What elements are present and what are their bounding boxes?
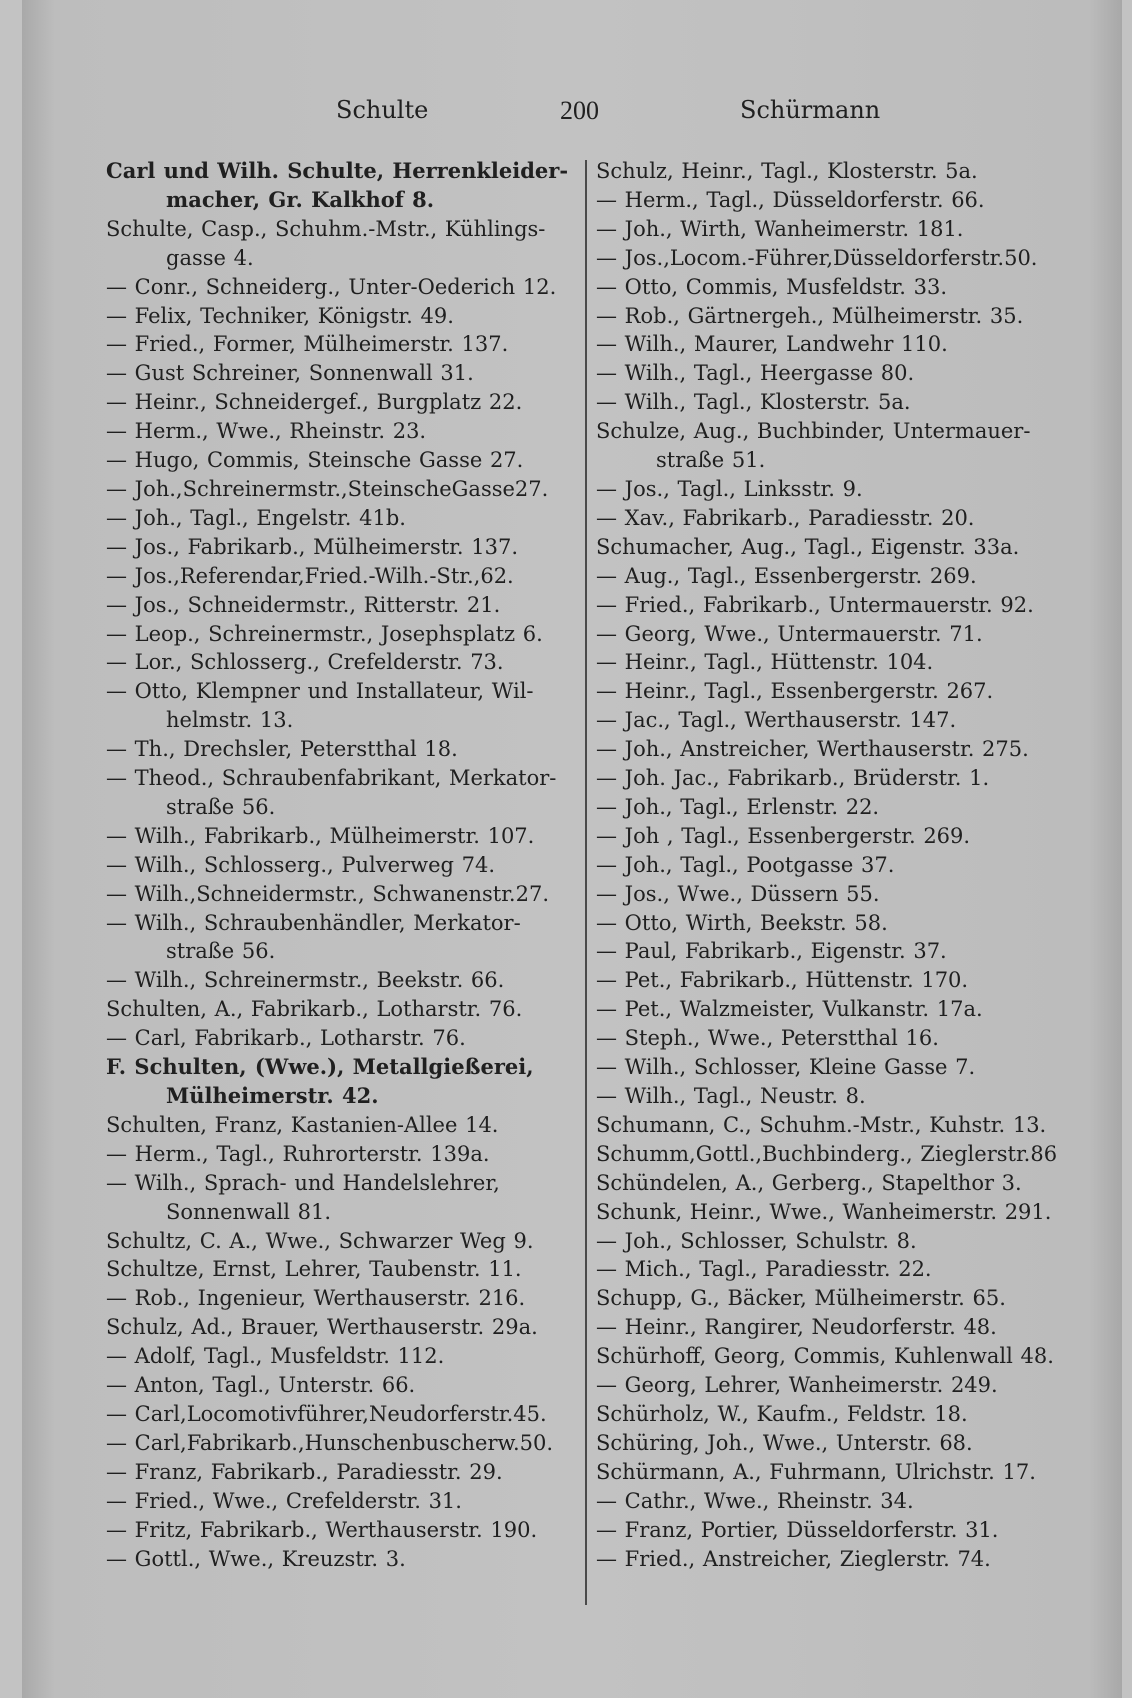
directory-entry: — Herm., Tagl., Düsseldorferstr. 66. (596, 187, 985, 212)
directory-entry: — Gottl., Wwe., Kreuzstr. 3. (106, 1546, 406, 1571)
directory-entry: — Heinr., Tagl., Hüttenstr. 104. (596, 650, 934, 675)
directory-entry: — Mich., Tagl., Paradiesstr. 22. (596, 1257, 932, 1282)
directory-entry: — Fried., Fabrikarb., Untermauerstr. 92. (596, 592, 1034, 617)
directory-entry: — Adolf, Tagl., Musfeldstr. 112. (106, 1344, 445, 1369)
directory-entry: — Fritz, Fabrikarb., Werthauserstr. 190. (106, 1517, 538, 1542)
directory-entry: Schulze, Aug., Buchbinder, Untermauer-straße 51. (596, 419, 1031, 473)
directory-entry: — Fried., Wwe., Crefelderstr. 31. (106, 1488, 462, 1513)
right-column (596, 157, 1066, 1573)
directory-entry: — Jos., Schneidermstr., Ritterstr. 21. (106, 592, 501, 617)
directory-entry: — Felix, Techniker, Königstr. 49. (106, 303, 454, 328)
column-divider (585, 160, 587, 1605)
directory-entry: — Joh., Tagl., Pootgasse 37. (596, 852, 895, 877)
directory-entry: — Paul, Fabrikarb., Eigenstr. 37. (596, 939, 947, 964)
directory-entry: — Rob., Gärtnergeh., Mülheimerstr. 35. (596, 303, 1024, 328)
directory-entry: — Jos.,Locom.-Führer,Düsseldorferstr.50. (596, 245, 1038, 270)
directory-entry: — Steph., Wwe., Peterstthal 16. (596, 1026, 939, 1051)
directory-entry: — Jac., Tagl., Werthauserstr. 147. (596, 708, 957, 733)
directory-entry: Schürmann, A., Fuhrmann, Ulrichstr. 17. (596, 1459, 1036, 1484)
directory-entry: — Wilh., Tagl., Neustr. 8. (596, 1084, 866, 1108)
directory-entry: — Joh., Wirth, Wanheimerstr. 181. (596, 216, 964, 241)
directory-entry: Schumann, C., Schuhm.-Mstr., Kuhstr. 13. (596, 1112, 1047, 1137)
directory-entry: Schulten, A., Fabrikarb., Lotharstr. 76. (106, 997, 523, 1022)
directory-entry: Schüring, Joh., Wwe., Unterstr. 68. (596, 1430, 973, 1455)
directory-entry: Schürholz, W., Kaufm., Feldstr. 18. (596, 1401, 968, 1426)
directory-entry: Schündelen, A., Gerberg., Stapelthor 3. (596, 1170, 1022, 1195)
directory-entry: Schultze, Ernst, Lehrer, Taubenstr. 11. (106, 1257, 522, 1282)
directory-entry: — Joh.,Schreinermstr.,SteinscheGasse27. (106, 476, 549, 501)
directory-entry: — Heinr., Rangirer, Neudorferstr. 48. (596, 1315, 997, 1340)
directory-entry: — Wilh., Maurer, Landwehr 110. (596, 332, 948, 357)
directory-entry: — Fried., Anstreicher, Zieglerstr. 74. (596, 1546, 991, 1571)
directory-entry: — Wilh.,Schneidermstr., Schwanenstr.27. (106, 881, 549, 906)
directory-entry: — Jos., Tagl., Linksstr. 9. (596, 476, 863, 501)
directory-entry: — Xav., Fabrikarb., Paradiesstr. 20. (596, 505, 975, 530)
directory-entry: — Theod., Schraubenfabrikant, Merkator-straße 56. (106, 766, 557, 819)
directory-entry: — Franz, Portier, Düsseldorferstr. 31. (596, 1517, 999, 1542)
directory-entry: — Otto, Commis, Musfeldstr. 33. (596, 274, 948, 299)
directory-entry: — Jos., Wwe., Düssern 55. (596, 881, 880, 906)
directory-entry: — Cathr., Wwe., Rheinstr. 34. (596, 1488, 914, 1513)
directory-entry: — Joh., Tagl., Erlenstr. 22. (596, 794, 880, 819)
directory-entry: — Carl,Locomotivführer,Neudorferstr.45. (106, 1401, 547, 1426)
directory-entry: — Th., Drechsler, Peterstthal 18. (106, 737, 458, 762)
directory-entry: — Jos., Fabrikarb., Mülheimerstr. 137. (106, 534, 519, 559)
directory-entry: — Fried., Former, Mülheimerstr. 137. (106, 332, 509, 357)
directory-entry: — Wilh., Tagl., Klosterstr. 5a. (596, 390, 911, 415)
directory-entry: — Otto, Wirth, Beekstr. 58. (596, 910, 888, 935)
directory-entry: — Wilh., Schlosserg., Pulverweg 74. (106, 852, 496, 877)
directory-entry: Schulz, Ad., Brauer, Werthauserstr. 29a. (106, 1315, 538, 1340)
directory-entry: — Joh., Schlosser, Schulstr. 8. (596, 1228, 917, 1253)
directory-entry: — Carl, Fabrikarb., Lotharstr. 76. (106, 1026, 466, 1051)
directory-entry: — Georg, Wwe., Untermauerstr. 71. (596, 621, 983, 646)
directory-entry: — Wilh., Schlosser, Kleine Gasse 7. (596, 1055, 976, 1080)
directory-entry: — Heinr., Tagl., Essenbergerstr. 267. (596, 679, 994, 704)
running-head-left: Schulte (336, 96, 429, 124)
directory-entry: Schumacher, Aug., Tagl., Eigenstr. 33a. (596, 534, 1020, 559)
directory-entry: F. Schulten, (Wwe.), Metallgießerei, Mülheimerstr. 42. (106, 1054, 534, 1108)
directory-entry: — Joh. Jac., Fabrikarb., Brüderstr. 1. (596, 766, 990, 791)
directory-entry: — Wilh., Schreinermstr., Beekstr. 66. (106, 968, 505, 993)
directory-entry: — Jos.,Referendar,Fried.-Wilh.-Str.,62. (106, 563, 514, 588)
directory-entry: — Pet., Fabrikarb., Hüttenstr. 170. (596, 968, 969, 993)
directory-entry: — Wilh., Tagl., Heergasse 80. (596, 361, 915, 386)
directory-entry: Schulz, Heinr., Tagl., Klosterstr. 5a. (596, 159, 978, 183)
directory-entry: — Carl,Fabrikarb.,Hunschenbuscherw.50. (106, 1430, 554, 1455)
directory-entry: — Hugo, Commis, Steinsche Gasse 27. (106, 448, 524, 473)
directory-entry: — Lor., Schlosserg., Crefelderstr. 73. (106, 650, 504, 675)
directory-entry: — Heinr., Schneidergef., Burgplatz 22. (106, 390, 523, 415)
page-number: 200 (560, 96, 599, 125)
directory-entry: — Herm., Tagl., Ruhrorterstr. 139a. (106, 1141, 490, 1166)
directory-entry: Schunk, Heinr., Wwe., Wanheimerstr. 291. (596, 1199, 1052, 1224)
directory-entry: — Conr., Schneiderg., Unter-Oederich 12. (106, 274, 557, 299)
directory-entry: Schumm,Gottl.,Buchbinderg., Zieglerstr.86 (596, 1141, 1058, 1166)
left-column (106, 157, 572, 1573)
directory-entry: — Pet., Walzmeister, Vulkanstr. 17a. (596, 997, 983, 1022)
directory-entry: — Georg, Lehrer, Wanheimerstr. 249. (596, 1373, 998, 1398)
directory-entry: Carl und Wilh. Schulte, Herrenkleider-macher, Gr. Kalkhof 8. (106, 158, 569, 212)
directory-entry: — Otto, Klempner und Installateur, Wil-helmstr. 13. (106, 679, 534, 733)
directory-entry: Schupp, G., Bäcker, Mülheimerstr. 65. (596, 1286, 1006, 1311)
directory-entry: Schulte, Casp., Schuhm.-Mstr., Kühlings-gasse 4. (106, 216, 546, 270)
directory-entry: — Joh., Tagl., Engelstr. 41b. (106, 505, 406, 530)
directory-entry: Schultz, C. A., Wwe., Schwarzer Weg 9. (106, 1228, 534, 1253)
page-header (0, 96, 1132, 130)
directory-entry: — Leop., Schreinermstr., Josephsplatz 6. (106, 621, 543, 646)
directory-entry: — Herm., Wwe., Rheinstr. 23. (106, 419, 427, 444)
directory-entry: — Gust Schreiner, Sonnenwall 31. (106, 361, 474, 386)
directory-entry: — Joh., Anstreicher, Werthauserstr. 275. (596, 737, 1029, 762)
directory-entry: Schulten, Franz, Kastanien-Allee 14. (106, 1112, 499, 1137)
directory-entry: — Wilh., Fabrikarb., Mülheimerstr. 107. (106, 823, 535, 848)
directory-entry: — Anton, Tagl., Unterstr. 66. (106, 1373, 416, 1398)
directory-entry: — Rob., Ingenieur, Werthauserstr. 216. (106, 1286, 526, 1311)
directory-entry: Schürhoff, Georg, Commis, Kuhlenwall 48. (596, 1344, 1054, 1369)
directory-entry: — Wilh., Sprach- und Handelslehrer, Sonnenwall 81. (106, 1170, 500, 1224)
directory-entry: — Franz, Fabrikarb., Paradiesstr. 29. (106, 1459, 503, 1484)
directory-entry: — Aug., Tagl., Essenbergerstr. 269. (596, 563, 977, 588)
running-head-right: Schürmann (740, 96, 881, 124)
directory-entry: — Wilh., Schraubenhändler, Merkator-straße 56. (106, 910, 521, 964)
directory-entry: — Joh , Tagl., Essenbergerstr. 269. (596, 823, 971, 848)
